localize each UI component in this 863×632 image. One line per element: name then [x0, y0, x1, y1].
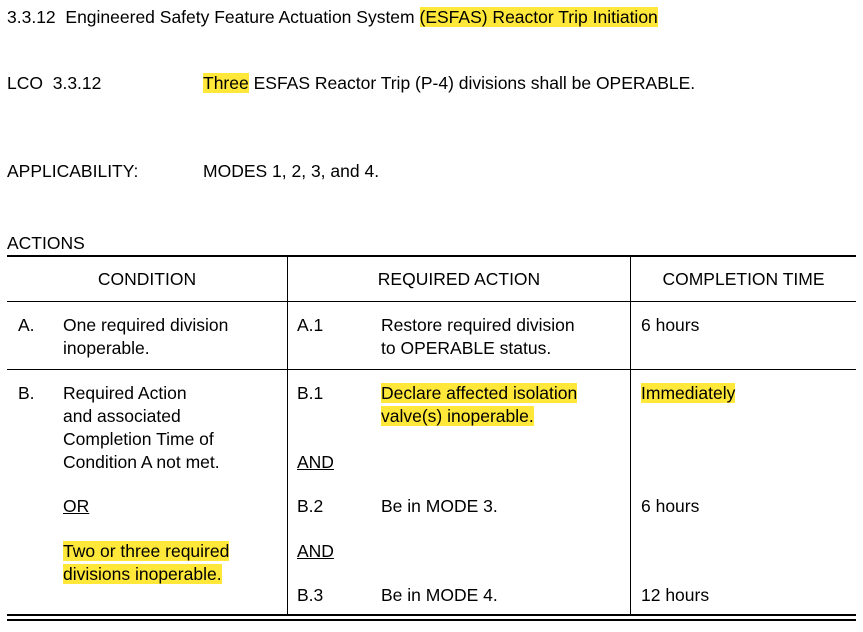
row-b-and-connector-2: AND [297, 541, 334, 561]
row-b2-completion-time: 6 hours [641, 496, 700, 516]
row-b-letter: B. [18, 383, 35, 403]
lco-label-text: LCO [7, 73, 43, 93]
row-b2-action-id: B.2 [297, 496, 324, 516]
row-a-action-id: A.1 [297, 315, 324, 335]
row-b1-completion-time [641, 382, 735, 405]
row-b1-action-line-2-text: valve(s) inoperable. [381, 406, 534, 426]
applicability-value: MODES 1, 2, 3, and 4. [203, 161, 380, 181]
column-header-condition: CONDITION [97, 269, 197, 289]
table-bottom-rule-1 [7, 614, 856, 616]
row-a-action-line-1: Restore required division [381, 315, 575, 335]
row-a-rule [7, 369, 856, 370]
row-b-alt-condition-line-1-text: Two or three required [63, 541, 230, 561]
actions-title: ACTIONS [7, 233, 85, 253]
row-a-completion-time: 6 hours [641, 315, 700, 335]
row-b3-action: Be in MODE 4. [381, 585, 498, 605]
row-a-letter: A. [18, 315, 35, 335]
row-b1-action-line-1-text: Declare affected isolation [381, 383, 578, 403]
section-title: Engineered Safety Feature Actuation System [65, 7, 415, 27]
lco-statement [203, 72, 695, 95]
lco-label [7, 72, 101, 95]
row-b-or-connector: OR [63, 496, 90, 516]
lco-number: 3.3.12 [52, 73, 102, 93]
applicability-label: APPLICABILITY: [7, 161, 139, 181]
lco-statement-highlight: Three [203, 73, 249, 93]
row-a-condition-line-1: One required division [63, 315, 229, 335]
table-top-rule [7, 255, 856, 257]
row-b-alt-condition-line-2 [63, 563, 222, 586]
section-number: 3.3.12 [7, 7, 56, 27]
row-a-action-line-2: to OPERABLE status. [381, 338, 552, 358]
header-row-rule [7, 301, 856, 302]
row-b1-action-line-1 [381, 382, 577, 405]
row-b-condition-line-4: Condition A not met. [63, 452, 220, 472]
row-b-condition-line-1: Required Action [63, 383, 187, 403]
row-b-alt-condition-line-2-text: divisions inoperable. [63, 564, 222, 584]
lco-statement-text: ESFAS Reactor Trip (P-4) divisions shall be OPERABLE. [253, 73, 696, 93]
row-b3-completion-time: 12 hours [641, 585, 710, 605]
table-bottom-rule-2 [7, 619, 856, 621]
section-title-highlight: (ESFAS) Reactor Trip Initiation [419, 7, 658, 27]
row-b-and-connector-1: AND [297, 452, 334, 472]
row-b1-completion-time-text: Immediately [641, 383, 736, 403]
row-b-condition-line-2: and associated [63, 406, 181, 426]
row-b3-action-id: B.3 [297, 585, 324, 605]
row-b1-action-id: B.1 [297, 383, 324, 403]
column-header-required-action: REQUIRED ACTION [377, 269, 541, 289]
column-divider-1 [287, 256, 288, 614]
column-divider-2 [630, 256, 631, 614]
row-a-condition-line-2: inoperable. [63, 338, 150, 358]
column-header-completion-time: COMPLETION TIME [662, 269, 825, 289]
row-b2-action: Be in MODE 3. [381, 496, 498, 516]
row-b-alt-condition-line-1 [63, 540, 229, 563]
section-heading [7, 6, 658, 29]
row-b-condition-line-3: Completion Time of [63, 429, 214, 449]
row-b1-action-line-2 [381, 405, 534, 428]
